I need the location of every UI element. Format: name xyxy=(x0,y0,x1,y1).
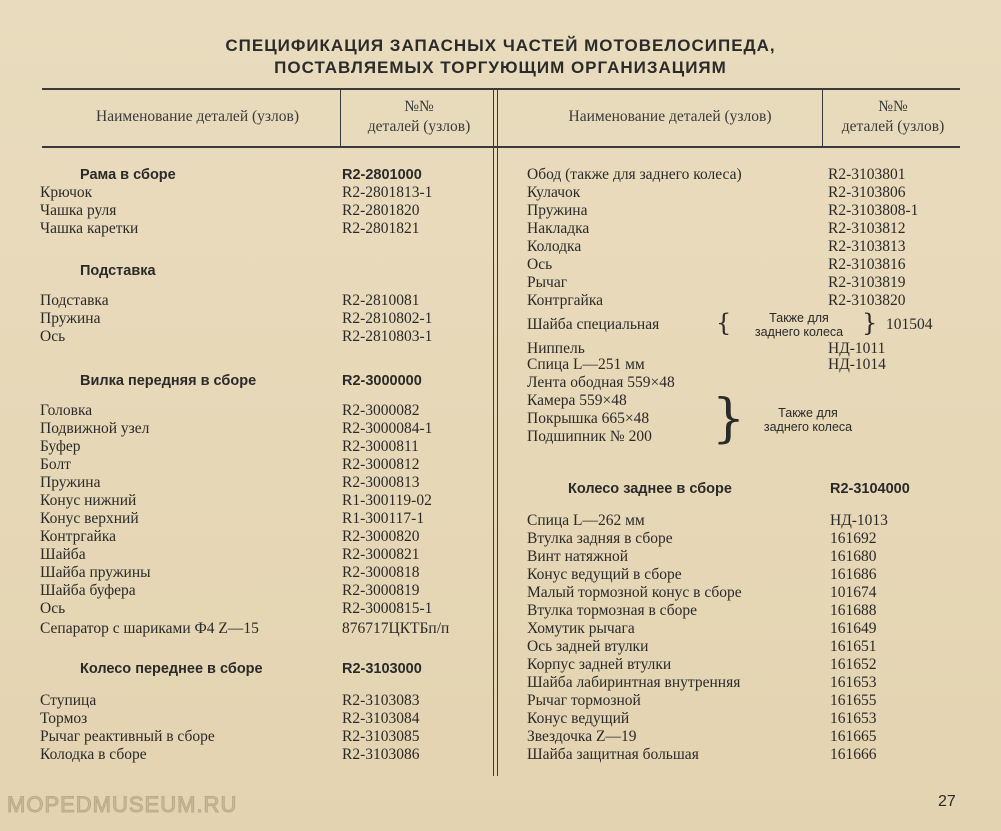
washer-note-line-1: Также для xyxy=(769,311,829,325)
part-number: R2-2801820 xyxy=(342,202,420,219)
part-name: Хомутик рычага xyxy=(527,620,635,637)
right-num-divider xyxy=(822,90,823,146)
part-name: Ступица xyxy=(40,692,97,709)
right-num-header-top: №№ xyxy=(878,98,908,115)
part-number: R2-2810802-1 xyxy=(342,310,433,327)
document-title-line-2: ПОСТАВЛЯЕМЫХ ТОРГУЮЩИМ ОРГАНИЗАЦИЯМ xyxy=(274,58,727,77)
part-number: R2-3000819 xyxy=(342,582,420,599)
part-number: 161686 xyxy=(830,566,877,583)
part-name: Накладка xyxy=(527,220,590,237)
part-number: 161651 xyxy=(830,638,877,655)
part-number: 161692 xyxy=(830,530,877,547)
part-number: 161653 xyxy=(830,674,877,691)
tire-note-line-2: заднего колеса xyxy=(763,420,853,434)
part-name: Контргайка xyxy=(527,292,604,309)
part-name: Ось задней втулки xyxy=(527,638,649,655)
part-number: НД-1014 xyxy=(828,356,886,373)
left-num-header-bottom: деталей (узлов) xyxy=(367,118,471,135)
part-number: R1-300119-02 xyxy=(342,492,432,509)
part-name: Рычаг реактивный в сборе xyxy=(40,728,215,745)
watermark: MOPEDMUSEUM.RU xyxy=(7,792,238,817)
part-name: Шайба лабиринтная внутренняя xyxy=(527,674,741,691)
part-name: Втулка задняя в сборе xyxy=(527,530,673,547)
tire-group-brace: } xyxy=(712,389,746,449)
table-header-rule xyxy=(42,146,960,148)
part-name: Покрышка 665×48 xyxy=(527,410,650,427)
part-name: Ось xyxy=(527,256,553,273)
part-number: R2-3000084-1 xyxy=(342,420,433,437)
washer-note-line-2: заднего колеса xyxy=(754,325,844,339)
part-number: R2-3104000 xyxy=(830,481,910,497)
center-divider xyxy=(493,90,494,776)
part-name: Спица L—251 мм xyxy=(527,356,645,373)
part-number: 161688 xyxy=(830,602,877,619)
section-title: Подставка xyxy=(80,263,156,279)
page-number: 27 xyxy=(938,793,956,810)
part-name: Ось xyxy=(40,600,66,617)
part-name: Подшипник № 200 xyxy=(527,428,652,445)
part-number: R2-3103084 xyxy=(342,710,420,727)
part-name: Контргайка xyxy=(40,528,117,545)
part-number: R2-3000000 xyxy=(342,373,422,389)
left-num-divider xyxy=(340,90,341,146)
part-name: Сепаратор с шариками Ф4 Z—15 xyxy=(40,620,259,637)
part-number: R2-3103801 xyxy=(828,166,906,183)
part-number: R2-3103085 xyxy=(342,728,420,745)
part-number: R2-2801821 xyxy=(342,220,420,237)
section-title: Колесо заднее в сборе xyxy=(568,481,732,497)
section-title: Вилка передняя в сборе xyxy=(80,373,257,389)
part-name: Пружина xyxy=(40,474,101,491)
part-number: R2-3103806 xyxy=(828,184,906,201)
washer-note xyxy=(738,311,860,339)
part-number: R2-2801813-1 xyxy=(342,184,433,201)
part-number: R2-3103819 xyxy=(828,274,906,291)
part-number: R2-3000813 xyxy=(342,474,420,491)
part-name: Камера 559×48 xyxy=(527,392,627,409)
right-num-header-bottom: деталей (узлов) xyxy=(841,118,945,135)
part-number: 101504 xyxy=(886,316,933,333)
part-number: НД-1011 xyxy=(828,340,886,357)
part-number: R2-3000815-1 xyxy=(342,600,433,617)
part-name: Болт xyxy=(40,456,71,473)
part-number: R2-3103816 xyxy=(828,256,906,273)
part-name: Головка xyxy=(40,402,93,419)
part-name: Буфер xyxy=(40,438,81,455)
part-number: R2-3103808-1 xyxy=(828,202,919,219)
part-number: R2-3103812 xyxy=(828,220,906,237)
part-number: R1-300117-1 xyxy=(342,510,425,527)
washer-left-brace: { xyxy=(716,309,732,337)
part-name: Рычаг тормозной xyxy=(527,692,641,709)
part-name: Шайба xyxy=(40,546,86,563)
section-title: Колесо переднее в сборе xyxy=(80,661,263,677)
part-number: R2-3000811 xyxy=(342,438,419,455)
tire-note-line-1: Также для xyxy=(778,406,838,420)
part-number: R2-3000818 xyxy=(342,564,420,581)
tire-group-note xyxy=(748,406,868,434)
part-number: 161653 xyxy=(830,710,877,727)
part-name: Ось xyxy=(40,328,66,345)
part-name: Корпус задней втулки xyxy=(527,656,672,673)
part-number: R2-2801000 xyxy=(342,167,422,183)
part-number: R2-3000821 xyxy=(342,546,420,563)
part-name: Ниппель xyxy=(527,340,585,357)
part-name: Шайба буфера xyxy=(40,582,136,599)
part-number: R2-3000812 xyxy=(342,456,420,473)
part-number: 161680 xyxy=(830,548,877,565)
part-name: Тормоз xyxy=(40,710,88,727)
part-number: 161649 xyxy=(830,620,877,637)
part-name: Конус ведущий в сборе xyxy=(527,566,682,583)
part-number: R2-3103083 xyxy=(342,692,420,709)
part-number: 876717ЦКТБп/п xyxy=(342,620,450,637)
part-name: Винт натяжной xyxy=(527,548,629,565)
part-name: Звездочка Z—19 xyxy=(527,728,637,745)
part-name: Конус нижний xyxy=(40,492,137,509)
part-name: Конус верхний xyxy=(40,510,139,527)
part-name: Чашка каретки xyxy=(40,220,139,237)
part-name: Кулачок xyxy=(527,184,581,201)
part-number: 161666 xyxy=(830,746,877,763)
part-name: Конус ведущий xyxy=(527,710,630,727)
right-name-header: Наименование деталей (узлов) xyxy=(568,108,772,125)
part-name: Колодка xyxy=(527,238,582,255)
part-number: R2-3000820 xyxy=(342,528,420,545)
part-number: R2-3103000 xyxy=(342,661,422,677)
washer-right-brace: } xyxy=(862,309,878,337)
part-name: Колодка в сборе xyxy=(40,746,147,763)
document-title-line-1: СПЕЦИФИКАЦИЯ ЗАПАСНЫХ ЧАСТЕЙ МОТОВЕЛОСИПЕДА, xyxy=(225,36,776,55)
part-name: Втулка тормозная в сборе xyxy=(527,602,697,619)
part-name: Крючок xyxy=(40,184,93,201)
part-name: Обод (также для заднего колеса) xyxy=(527,166,742,183)
part-number: R2-2810803-1 xyxy=(342,328,433,345)
part-name: Спица L—262 мм xyxy=(527,512,645,529)
part-number: НД-1013 xyxy=(830,512,888,529)
part-number: R2-3103813 xyxy=(828,238,906,255)
part-name: Подставка xyxy=(40,292,109,309)
part-name: Шайба защитная большая xyxy=(527,746,699,763)
part-name: Малый тормозной конус в сборе xyxy=(527,584,742,601)
part-number: R2-3103820 xyxy=(828,292,906,309)
part-name: Пружина xyxy=(527,202,588,219)
part-name: Лента ободная 559×48 xyxy=(527,374,675,391)
part-name: Шайба специальная xyxy=(527,316,660,333)
part-name: Пружина xyxy=(40,310,101,327)
part-number: 161652 xyxy=(830,656,877,673)
left-num-header-top: №№ xyxy=(404,98,434,115)
part-name: Рычаг xyxy=(527,274,568,291)
part-name: Подвижной узел xyxy=(40,420,150,437)
part-name: Чашка руля xyxy=(40,202,117,219)
center-divider-2 xyxy=(497,90,498,776)
part-name: Шайба пружины xyxy=(40,564,151,581)
part-number: R2-2810081 xyxy=(342,292,420,309)
left-name-header: Наименование деталей (узлов) xyxy=(96,108,299,125)
part-number: R2-3000082 xyxy=(342,402,420,419)
section-title: Рама в сборе xyxy=(80,167,176,183)
part-number: R2-3103086 xyxy=(342,746,420,763)
part-number: 101674 xyxy=(830,584,877,601)
part-number: 161655 xyxy=(830,692,877,709)
part-number: 161665 xyxy=(830,728,877,745)
